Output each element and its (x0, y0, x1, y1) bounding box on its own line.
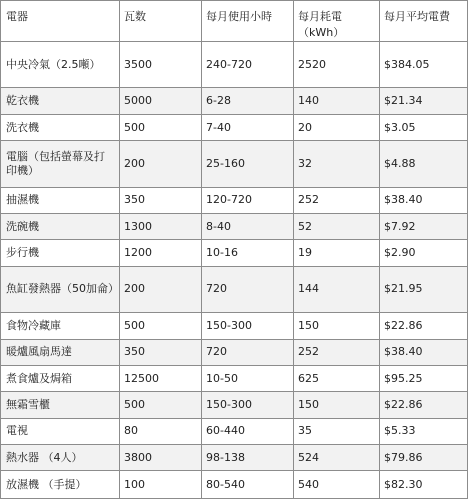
cell-monthly-cost: $2.90 (380, 240, 468, 266)
cell-appliance: 中央冷氣（2.5噸） (1, 42, 120, 88)
cell-appliance: 煮食爐及焗箱 (1, 365, 120, 391)
table-row (1, 88, 468, 114)
cell-monthly-cost: $79.86 (380, 445, 468, 471)
cell-monthly-kwh: 20 (294, 114, 380, 140)
table-row (1, 471, 468, 499)
cell-monthly-kwh: 52 (294, 214, 380, 240)
cell-monthly-cost: $7.92 (380, 214, 468, 240)
cell-watts: 500 (120, 392, 202, 418)
cell-monthly-cost: $384.05 (380, 42, 468, 88)
cell-monthly-kwh: 524 (294, 445, 380, 471)
header-appliance: 電器 (1, 1, 120, 42)
cell-watts: 500 (120, 313, 202, 339)
cell-appliance: 抽濕機 (1, 187, 120, 213)
cell-appliance: 電視 (1, 418, 120, 444)
cell-monthly-hours: 10-16 (202, 240, 294, 266)
cell-appliance: 電腦（包括螢幕及打印機） (1, 141, 120, 187)
cell-watts: 100 (120, 471, 202, 499)
table-row (1, 141, 468, 187)
table-row (1, 42, 468, 88)
cell-appliance: 食物冷藏庫 (1, 313, 120, 339)
cell-monthly-kwh: 32 (294, 141, 380, 187)
cell-monthly-hours: 98-138 (202, 445, 294, 471)
header-kwh-text: 每月耗電 （kWh） (298, 10, 345, 39)
table-row (1, 445, 468, 471)
cell-watts: 3800 (120, 445, 202, 471)
cell-monthly-cost: $4.88 (380, 141, 468, 187)
cell-monthly-hours: 120-720 (202, 187, 294, 213)
table-row (1, 214, 468, 240)
cell-watts: 500 (120, 114, 202, 140)
cell-appliance: 熱水器 （4人） (1, 445, 120, 471)
cell-monthly-kwh: 540 (294, 471, 380, 499)
table-row (1, 187, 468, 213)
cell-monthly-cost: $22.86 (380, 392, 468, 418)
cell-monthly-cost: $21.34 (380, 88, 468, 114)
cell-monthly-kwh: 252 (294, 339, 380, 365)
cell-watts: 1200 (120, 240, 202, 266)
cell-monthly-hours: 6-28 (202, 88, 294, 114)
cell-monthly-cost: $22.86 (380, 313, 468, 339)
cell-monthly-kwh: 150 (294, 392, 380, 418)
cell-monthly-hours: 150-300 (202, 313, 294, 339)
cell-monthly-kwh: 140 (294, 88, 380, 114)
cell-monthly-kwh: 2520 (294, 42, 380, 88)
cell-monthly-hours: 7-40 (202, 114, 294, 140)
table-header-row (1, 1, 468, 42)
header-watts: 瓦数 (120, 1, 202, 42)
table-row (1, 313, 468, 339)
header-monthly-cost: 每月平均電費 (380, 1, 468, 42)
cell-monthly-hours: 150-300 (202, 392, 294, 418)
cell-monthly-hours: 240-720 (202, 42, 294, 88)
cell-appliance: 乾衣機 (1, 88, 120, 114)
cell-appliance: 魚缸發熱器（50加侖） (1, 266, 120, 312)
header-monthly-kwh (294, 1, 380, 42)
cell-monthly-kwh: 150 (294, 313, 380, 339)
cell-monthly-hours: 10-50 (202, 365, 294, 391)
cell-monthly-hours: 720 (202, 339, 294, 365)
table-row (1, 266, 468, 312)
cell-appliance: 暖爐風扇馬達 (1, 339, 120, 365)
cell-appliance: 無霜雪櫃 (1, 392, 120, 418)
cell-watts: 1300 (120, 214, 202, 240)
cell-watts: 350 (120, 187, 202, 213)
cell-monthly-cost: $21.95 (380, 266, 468, 312)
table-row (1, 114, 468, 140)
cell-monthly-cost: $38.40 (380, 339, 468, 365)
cell-monthly-cost: $5.33 (380, 418, 468, 444)
cell-appliance: 放濕機 （手提） (1, 471, 120, 499)
table-row (1, 392, 468, 418)
table-row (1, 240, 468, 266)
cell-monthly-cost: $95.25 (380, 365, 468, 391)
header-monthly-hours: 每月使用小時 (202, 1, 294, 42)
table-row (1, 418, 468, 444)
cell-monthly-kwh: 19 (294, 240, 380, 266)
cell-watts: 12500 (120, 365, 202, 391)
cell-watts: 350 (120, 339, 202, 365)
cell-monthly-cost: $38.40 (380, 187, 468, 213)
cell-monthly-hours: 80-540 (202, 471, 294, 499)
cell-monthly-kwh: 35 (294, 418, 380, 444)
cell-monthly-kwh: 625 (294, 365, 380, 391)
cell-monthly-hours: 720 (202, 266, 294, 312)
cell-monthly-hours: 8-40 (202, 214, 294, 240)
cell-appliance: 洗碗機 (1, 214, 120, 240)
cell-monthly-cost: $3.05 (380, 114, 468, 140)
cell-monthly-kwh: 144 (294, 266, 380, 312)
cell-monthly-hours: 60-440 (202, 418, 294, 444)
cell-monthly-hours: 25-160 (202, 141, 294, 187)
cell-watts: 200 (120, 141, 202, 187)
cell-monthly-kwh: 252 (294, 187, 380, 213)
table-row (1, 365, 468, 391)
cell-watts: 3500 (120, 42, 202, 88)
cell-watts: 200 (120, 266, 202, 312)
cell-appliance: 洗衣機 (1, 114, 120, 140)
cell-appliance: 步行機 (1, 240, 120, 266)
cell-monthly-cost: $82.30 (380, 471, 468, 499)
cell-watts: 80 (120, 418, 202, 444)
cell-watts: 5000 (120, 88, 202, 114)
table-row (1, 339, 468, 365)
